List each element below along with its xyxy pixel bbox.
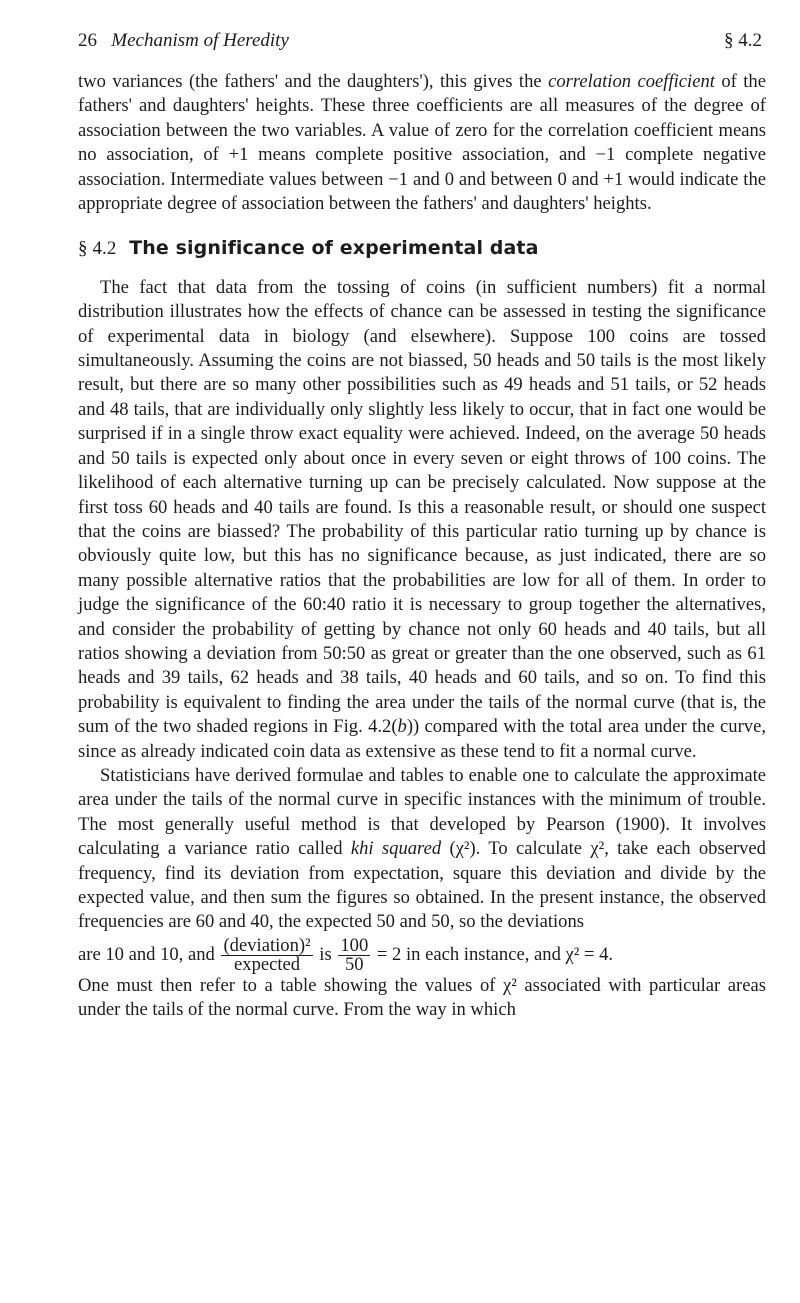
page-number: 26 xyxy=(78,30,97,51)
paragraph: The fact that data from the tossing of coins (in sufficient numbers) fit a normal distribution illustrates how the effects of chance can be assessed in testing the significance of experimental data in biology (and elsewhere). Suppose 100 coins are tossed simultaneously. Assuming the coins are not biassed, 50 heads and 50 tails is the most likely result, but there are so many other possibilities such as 49 heads and 51 tails, or 52 heads and 48 tails, that are individually only slightly less likely to occur, that in fact one would be surprised if in a single throw exact equality were achieved. Indeed, on the average 50 heads and 50 tails is expected only about once in every seven or eight throws of 100 coins. The likelihood of each alternative turning up can be precisely calculated. Now suppose at the first toss 60 heads and 40 tails are found. Is this a reasonable result, or should one suspect that the coins are biassed? The probability of this particular ratio turning up by chance is obviously quite low, but this has no significance because, as just indicated, there are so many possible alternative ratios that the probabilities are low for all of them. In order to judge the significance of the 60:40 ratio it is necessary to group together the alternatives, and consider the probability of getting by chance not only 60 heads and 40 tails, but all ratios showing a deviation from 50:50 as great or greater than the one observed, such as 61 heads and 39 tails, 62 heads and 38 tails, 40 heads and 60 tails, and so on. To find this probability is equivalent to finding the area under the tails of the normal curve (that is, the sum of the two shaded regions in Fig. 4.2(b)) compared with the total area under the curve, since as already indicated coin data as extensive as these tend to fit a normal curve. xyxy=(78,276,766,762)
paragraph: Statisticians have derived formulae and tables to enable one to calculate the approximate area under the tails of the normal curve in specific instances with the minimum of trouble. The most generally useful method is that developed by Pearson (1900). It involves calculating a variance ratio called khi squared (χ²). To calculate χ², take each observed frequency, find its deviation from expectation, square this deviation and divide by the expected value, and then sum the figures so obtained. In the present instance, the observed frequencies are 60 and 40, the expected 50 and 50, so the deviations xyxy=(78,764,766,933)
page-body xyxy=(78,70,766,1023)
book-title: Mechanism of Heredity xyxy=(111,30,289,51)
fraction-100-over-50: $\frac{100}{50}$ xyxy=(340,934,369,975)
section-number: § 4.2 xyxy=(78,238,117,260)
running-header xyxy=(78,30,762,52)
emphasis: correlation coefficient xyxy=(548,71,715,92)
paragraph: One must then refer to a table showing the values of χ² associated with particular areas under the tails of the normal curve. From the way in which xyxy=(78,974,766,1021)
emphasis: khi squared xyxy=(350,838,442,860)
fraction-deviation-over-expected: $\frac{\text{(deviation)²}}{\text{expected}}$ xyxy=(223,934,311,975)
paragraph: two variances (the fathers' and the daughters'), this gives the correlation coefficient of the fathers' and daughters' heights. These three coefficients are all measures of the degree of association between the two variables. A value of zero for the correlation coefficient means no association, of +1 means complete positive association, and −1 complete negative association. Intermediate values between −1 and 0 and between 0 and +1 would indicate the appropriate degree of association between the fathers' and daughters' heights. xyxy=(78,71,766,215)
section-title: The significance of experimental data xyxy=(129,237,539,260)
section-heading xyxy=(78,236,766,261)
emphasis: b xyxy=(397,716,407,738)
section-marker: § 4.2 xyxy=(724,30,762,51)
formula-line: are 10 and 10, and $\frac{\text{(deviation)²}}{\text{expected}}$ is $\frac{100}{50}$ = 2 in each instance, and χ² = 4. xyxy=(78,934,614,975)
